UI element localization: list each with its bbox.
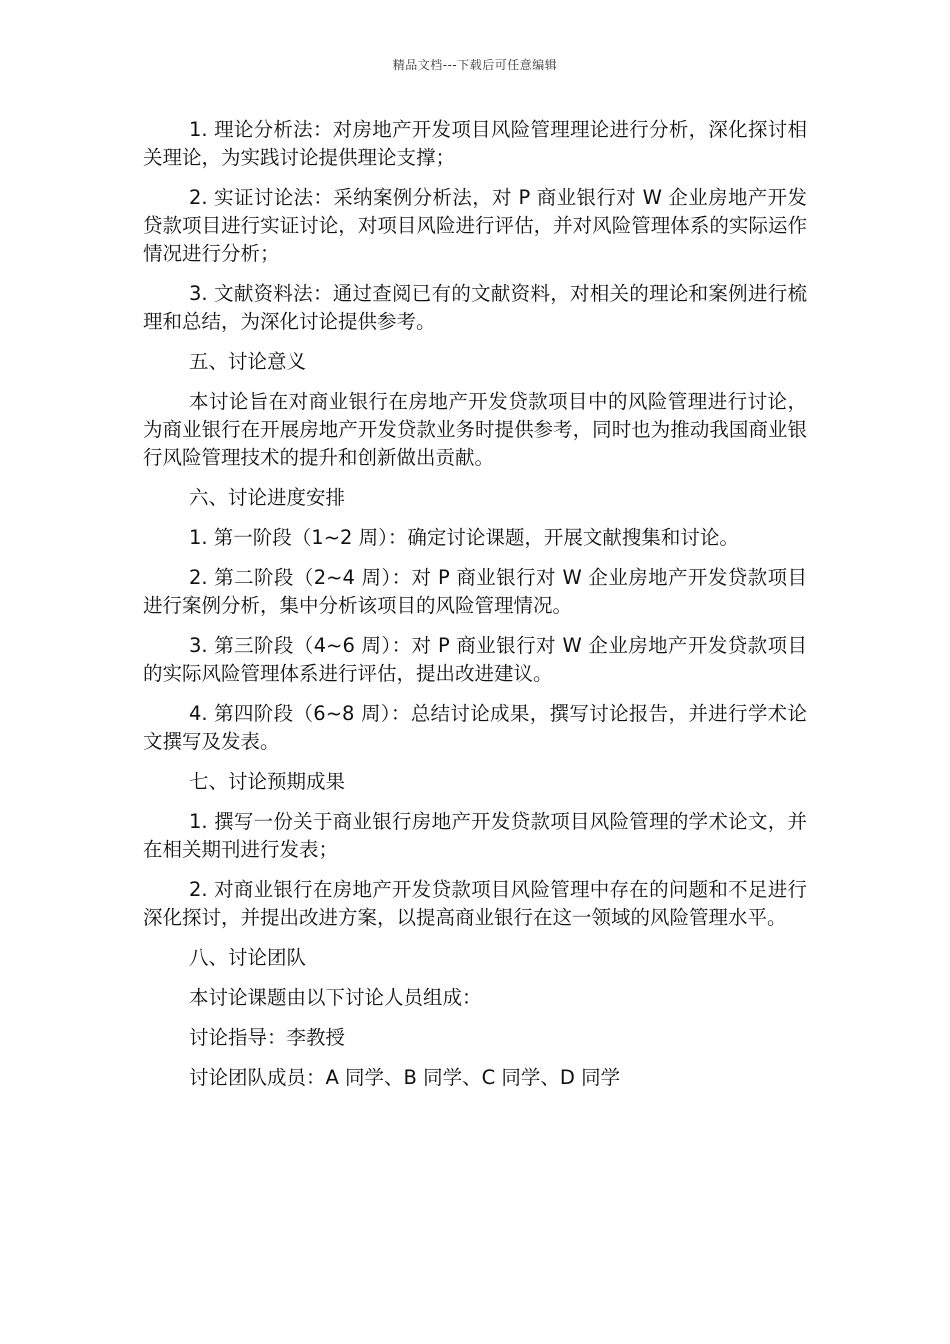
section-heading-team: 八、讨论团队 xyxy=(189,946,307,969)
significance-paragraph: 本讨论旨在对商业银行在房地产开发贷款项目中的风险管理进行讨论，为商业银行在开展房地产开发贷款业务时提供参考，同时也为推动我国商业银行风险管理技术的提升和创新做出贡献。 xyxy=(143,390,807,469)
method-theory-analysis: 1. 理论分析法：对房地产开发项目风险管理理论进行分析，深化探讨相关理论，为实践讨论提供理论支撑； xyxy=(143,118,807,169)
schedule-stage-1: 1. 第一阶段（1~2 周）：确定讨论课题，开展文献搜集和讨论。 xyxy=(189,526,739,549)
expected-result-2: 2. 对商业银行在房地产开发贷款项目风险管理中存在的问题和不足进行深化探讨，并提出改进方案，以提高商业银行在这一领域的风险管理水平。 xyxy=(143,878,807,929)
team-members: 讨论团队成员：A 同学、B 同学、C 同学、D 同学 xyxy=(189,1066,621,1089)
team-intro: 本讨论课题由以下讨论人员组成： xyxy=(189,986,482,1009)
section-heading-expected-results: 七、讨论预期成果 xyxy=(189,770,346,793)
document-body xyxy=(143,116,807,1104)
schedule-stage-2: 2. 第二阶段（2~4 周）：对 P 商业银行对 W 企业房地产开发贷款项目进行案例分析，集中分析该项目的风险管理情况。 xyxy=(143,566,807,617)
team-advisor: 讨论指导：李教授 xyxy=(189,1026,346,1049)
section-heading-significance: 五、讨论意义 xyxy=(189,350,307,373)
expected-result-1: 1. 撰写一份关于商业银行房地产开发贷款项目风险管理的学术论文，并在相关期刊进行发表； xyxy=(143,810,807,861)
schedule-stage-4: 4. 第四阶段（6~8 周）：总结讨论成果，撰写讨论报告，并进行学术论文撰写及发表。 xyxy=(143,702,807,753)
method-literature-review: 3. 文献资料法：通过查阅已有的文献资料，对相关的理论和案例进行梳理和总结，为深化讨论提供参考。 xyxy=(143,282,807,333)
method-empirical-study: 2. 实证讨论法：采纳案例分析法，对 P 商业银行对 W 企业房地产开发贷款项目进行实证讨论，对项目风险进行评估，并对风险管理体系的实际运作情况进行分析； xyxy=(143,186,807,265)
page-header: 精品文档---下载后可任意编辑 xyxy=(392,58,558,72)
section-heading-schedule: 六、讨论进度安排 xyxy=(189,486,346,509)
schedule-stage-3: 3. 第三阶段（4~6 周）：对 P 商业银行对 W 企业房地产开发贷款项目的实际风险管理体系进行评估，提出改进建议。 xyxy=(143,634,807,685)
